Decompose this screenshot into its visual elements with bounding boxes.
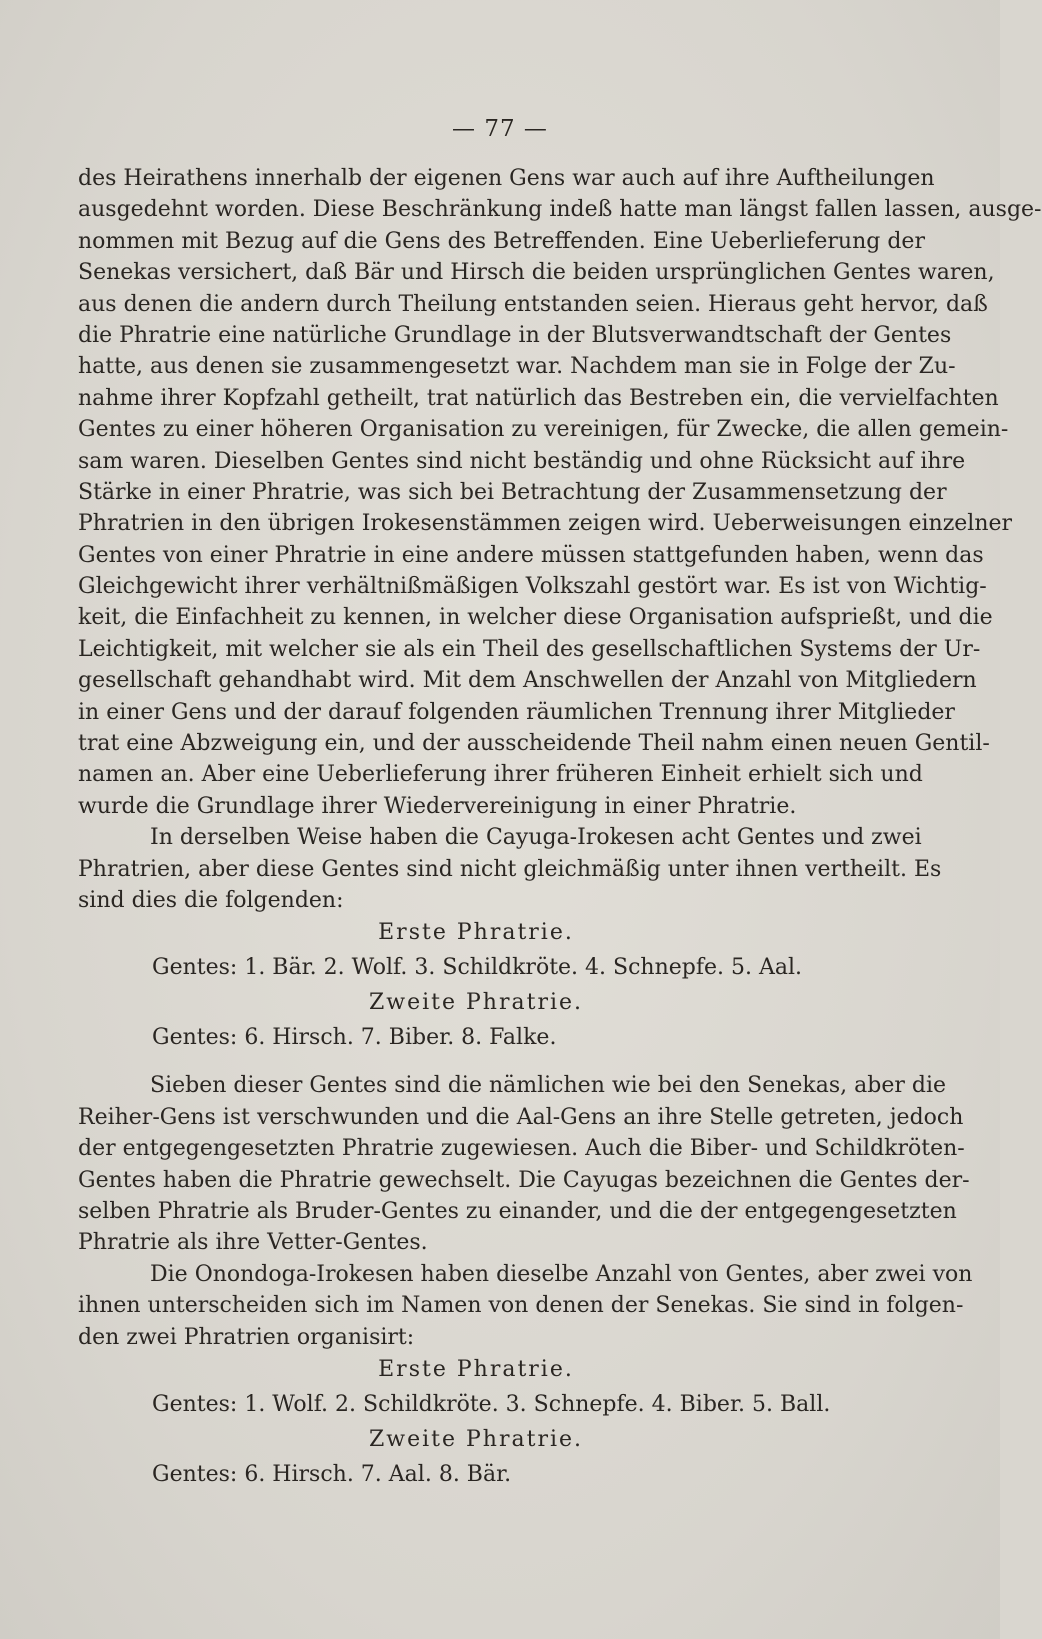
paragraph-4 <box>78 1259 973 1353</box>
text-line: des Heirathens innerhalb der eigenen Gens war auch auf ihre Auftheilungen <box>78 166 935 191</box>
paragraph-2 <box>78 822 942 916</box>
text-line: Gentes zu einer höheren Organisation zu vereinigen, für Zwecke, die allen gemein- <box>78 417 1009 443</box>
text-line: Sieben dieser Gentes sind die nämlichen wie bei den Senekas, aber die <box>150 1073 946 1099</box>
onondoga-second-phratrie-heading: Zweite Phratrie. <box>368 1426 584 1452</box>
paragraph-1 <box>78 163 1042 822</box>
text-line: Gentes haben die Phratrie gewechselt. Die Cayugas bezeichnen die Gentes der- <box>78 1167 970 1193</box>
text-line: die Phratrie eine natürliche Grundlage in der Blutsverwandtschaft der Gentes <box>78 322 952 348</box>
text-line: keit, die Einfachheit zu kennen, in welcher diese Organisation aufsprießt, und die <box>78 605 993 631</box>
text-line: Phratrien in den übrigen Irokesenstämmen zeigen wird. Ueberweisungen einzelner <box>78 511 1013 537</box>
text-line: gesellschaft gehandhabt wird. Mit dem Anschwellen der Anzahl von Mitgliedern <box>78 668 977 694</box>
text-line: trat eine Abzweigung ein, und der ausscheidende Theil nahm einen neuen Gentil- <box>78 731 990 757</box>
text-line: wurde die Grundlage ihrer Wiedervereinigung in einer Phratrie. <box>78 793 797 819</box>
text-line: ihnen unterscheiden sich im Namen von denen der Senekas. Sie sind in folgen- <box>78 1293 964 1319</box>
text-line: Phratrie als ihre Vetter-Gentes. <box>78 1230 428 1256</box>
text-line: sam waren. Dieselben Gentes sind nicht beständig und ohne Rücksicht auf ihre <box>78 448 966 474</box>
spacer <box>78 1056 874 1070</box>
text-line: den zwei Phratrien organisirt: <box>78 1324 415 1350</box>
paragraph-3 <box>78 1070 970 1258</box>
page-number: — 77 — <box>452 116 548 142</box>
body-text <box>78 163 1042 1493</box>
text-line: Die Onondoga-Irokesen haben dieselbe Anzahl von Gentes, aber zwei von <box>150 1261 973 1287</box>
onondoga-first-phratrie-gentes: Gentes: 1. Wolf. 2. Schildkröte. 3. Schnepfe. 4. Biber. 5. Ball. <box>152 1391 831 1417</box>
onondoga-second-phratrie-gentes: Gentes: 6. Hirsch. 7. Aal. 8. Bär. <box>152 1461 512 1487</box>
text-line: Senekas versichert, daß Bär und Hirsch die beiden ursprünglichen Gentes waren, <box>78 260 995 286</box>
text-line: In derselben Weise haben die Cayuga-Irokesen acht Gentes und zwei <box>150 825 922 851</box>
cayuga-first-phratrie-heading: Erste Phratrie. <box>378 920 574 946</box>
text-line: sind dies die folgenden: <box>78 887 344 913</box>
text-line: Gleichgewicht ihrer verhältnißmäßigen Volkszahl gestört war. Es ist von Wichtig- <box>78 574 987 600</box>
text-line: Reiher-Gens ist verschwunden und die Aal-Gens an ihre Stelle getreten, jedoch <box>78 1104 964 1130</box>
text-line: namen an. Aber eine Ueberlieferung ihrer früheren Einheit erhielt sich und <box>78 762 923 788</box>
text-line: Phratrien, aber diese Gentes sind nicht gleichmäßig unter ihnen vertheilt. Es <box>78 856 942 882</box>
text-line: Stärke in einer Phratrie, was sich bei Betrachtung der Zusammensetzung der <box>78 479 947 505</box>
text-line: nommen mit Bezug auf die Gens des Betreffenden. Eine Ueberlieferung der <box>78 228 925 254</box>
text-line: der entgegengesetzten Phratrie zugewiesen. Auch die Biber- und Schildkröten- <box>78 1136 965 1162</box>
text-line: Gentes von einer Phratrie in eine andere müssen stattgefunden haben, wenn das <box>78 542 984 568</box>
text-line: Leichtigkeit, mit welcher sie als ein Theil des gesellschaftlichen Systems der Ur- <box>78 636 981 662</box>
onondoga-first-phratrie-heading: Erste Phratrie. <box>378 1356 574 1382</box>
cayuga-second-phratrie-heading: Zweite Phratrie. <box>368 990 584 1016</box>
text-line: in einer Gens und der darauf folgenden räumlichen Trennung ihrer Mitglieder <box>78 699 955 725</box>
text-line: ausgedehnt worden. Diese Beschränkung indeß hatte man längst fallen lassen, ausge- <box>78 197 1042 223</box>
text-line: selben Phratrie als Bruder-Gentes zu einander, und die der entgegengesetzten <box>78 1198 957 1224</box>
text-line: hatte, aus denen sie zusammengesetzt war. Nachdem man sie in Folge der Zu- <box>78 354 956 380</box>
cayuga-second-phratrie-gentes: Gentes: 6. Hirsch. 7. Biber. 8. Falke. <box>152 1025 557 1051</box>
text-line: nahme ihrer Kopfzahl getheilt, trat natürlich das Bestreben ein, die vervielfachten <box>78 385 999 411</box>
text-line: aus denen die andern durch Theilung entstanden seien. Hieraus geht hervor, daß <box>78 291 988 317</box>
cayuga-first-phratrie-gentes: Gentes: 1. Bär. 2. Wolf. 3. Schildkröte. 4. Schnepfe. 5. Aal. <box>152 955 803 981</box>
